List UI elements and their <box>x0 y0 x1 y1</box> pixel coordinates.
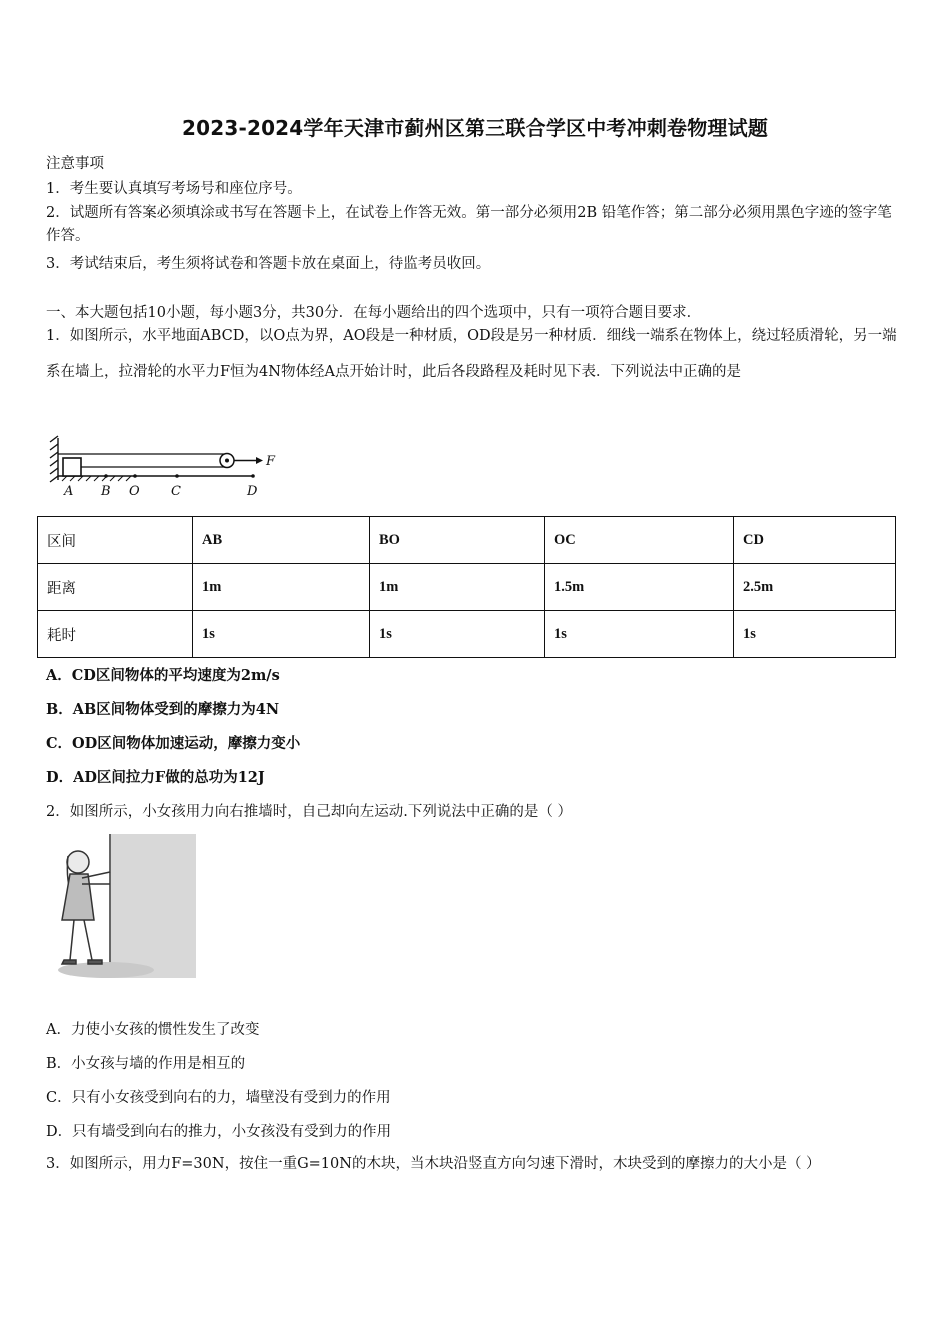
q3-stem: 3．如图所示，用力F=30N，按住一重G=10N的木块，当木块沿竖直方向匀速下滑时，木块受到的摩擦力的大小是（ ） <box>46 1156 821 1172</box>
q2-option-d: D．只有墙受到向右的推力，小女孩没有受到力的作用 <box>46 1124 392 1140</box>
table-cell: 1.5m <box>545 564 734 611</box>
label-o: O <box>129 484 140 499</box>
point-b-dot <box>104 474 108 478</box>
girl-pushing-wall-figure <box>48 832 198 982</box>
notice-item-2: 2．试题所有答案必须填涂或书写在答题卡上，在试卷上作答无效。第一部分必须用2B 铅笔作答；第二部分必须用黑色字迹的签字笔作答。 <box>46 205 892 244</box>
table-cell: 1s <box>545 611 734 658</box>
table-cell: 1s <box>734 611 896 658</box>
q2-stem: 2．如图所示，小女孩用力向右推墙时，自己却向左运动.下列说法中正确的是（ ） <box>46 804 572 820</box>
table-header-cell: CD <box>734 517 896 564</box>
table-cell: 1m <box>193 564 370 611</box>
table-row <box>38 611 896 658</box>
table-header-cell: 区间 <box>38 517 193 564</box>
table-row <box>38 517 896 564</box>
q1-option-d: D．AD区间拉力F做的总功为12J <box>46 769 265 786</box>
table-row <box>38 564 896 611</box>
page-title: 2023-2024学年天津市蓟州区第三联合学区中考冲刺卷物理试题 <box>181 116 769 140</box>
wall-shade <box>110 834 196 978</box>
block <box>63 458 81 476</box>
label-b: B <box>101 484 111 499</box>
q1-option-a: A．CD区间物体的平均速度为2m/s <box>46 667 280 684</box>
q2-option-c: C．只有小女孩受到向右的力，墙壁没有受到力的作用 <box>46 1090 391 1106</box>
q1-stem: 1．如图所示，水平地面ABCD，以O点为界，AO段是一种材质，OD段是另一种材质．细线一端系在物体上，绕过轻质滑轮，另一端系在墙上，拉滑轮的水平力F恒为4N物体经A点开始计时，此后各段路程及耗时见下表．下列说法中正确的是 <box>46 328 897 380</box>
table-cell: 1s <box>193 611 370 658</box>
table-cell: 1s <box>370 611 545 658</box>
q1-data-table <box>37 516 896 658</box>
label-f: F <box>266 454 276 469</box>
point-c-dot <box>175 474 179 478</box>
notice-item-1: 1．考生要认真填写考场号和座位序号。 <box>46 181 302 197</box>
label-a: A <box>64 484 74 499</box>
table-header-cell: AB <box>193 517 370 564</box>
notice-item-3: 3．考试结束后，考生须将试卷和答题卡放在桌面上，待监考员收回。 <box>46 256 491 272</box>
pulley-diagram <box>44 434 284 500</box>
q1-option-c: C．OD区间物体加速运动，摩擦力变小 <box>46 735 301 752</box>
force-arrow-head <box>256 457 263 464</box>
q1-option-b: B．AB区间物体受到的摩擦力为4N <box>46 701 280 718</box>
section-heading: 一、本大题包括10小题，每小题3分，共30分．在每小题给出的四个选项中，只有一项符合题目要求． <box>46 305 702 321</box>
table-cell: 2.5m <box>734 564 896 611</box>
point-o-dot <box>133 474 137 478</box>
pulley-axle <box>225 459 229 463</box>
wall <box>50 436 58 482</box>
q2-option-b: B．小女孩与墙的作用是相互的 <box>46 1056 246 1072</box>
table-header-cell: OC <box>545 517 734 564</box>
label-c: C <box>171 484 181 499</box>
label-d: D <box>247 484 258 499</box>
table-cell: 1m <box>370 564 545 611</box>
table-cell: 耗时 <box>38 611 193 658</box>
table-cell: 距离 <box>38 564 193 611</box>
notice-heading: 注意事项 <box>46 156 104 172</box>
point-d-dot <box>251 474 255 478</box>
table-header-cell: BO <box>370 517 545 564</box>
q2-option-a: A．力使小女孩的惯性发生了改变 <box>46 1022 260 1038</box>
